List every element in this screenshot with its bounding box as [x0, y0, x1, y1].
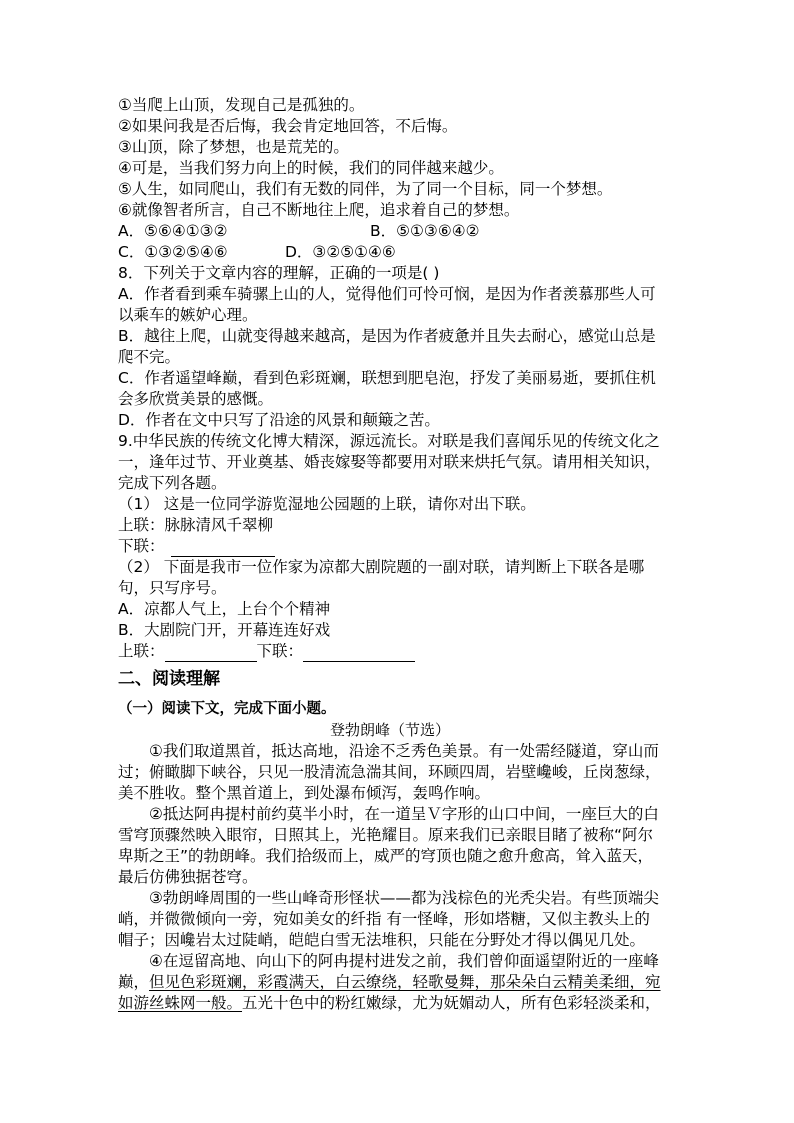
para4-line2	[118, 972, 661, 993]
q8-option-b-line2: 爬不完。	[118, 348, 181, 366]
q9-part2-line2: 句，只写序号。	[118, 579, 227, 597]
para2-line1: ②抵达阿冉提村前约莫半小时，在一道呈Ｖ字形的山口中间，一座巨大的白	[149, 805, 659, 823]
q8-option-a-line1: A．作者看到乘车骑骡上山的人，觉得他们可怜可悯，是因为作者羡慕那些人可	[118, 285, 656, 303]
q8-option-d: D．作者在文中只写了沿途的风景和颠簸之苦。	[118, 411, 440, 429]
para1-line1: ①我们取道黑首，抵达高地，沿途不乏秀色美景。有一处需经隧道，穿山而	[149, 742, 659, 760]
para2-line3: 卑斯之王”的勃朗峰。我们拾级而上，威严的穹顶也随之愈升愈高，耸入蓝天，	[118, 847, 654, 865]
sentence-3: ③山顶，除了梦想，也是荒芜的。	[118, 138, 349, 156]
sentence-2: ②如果问我是否后悔，我会肯定地回答，不后悔。	[118, 117, 458, 135]
para4-underlined-sentence-part2: 如游丝蛛网一般。	[118, 994, 243, 1012]
q8-option-c-line2: 会多欣赏美景的感慨。	[118, 390, 274, 408]
q9-answer-shang-label: 上联：	[118, 642, 165, 660]
subsection-heading: （一）阅读下文，完成下面小题。	[118, 701, 336, 717]
para2-line2: 雪穹顶骤然映入眼帘，日照其上，光艳耀目。原来我们已亲眼目睹了被称“阿尔	[118, 826, 654, 844]
para4-line3	[118, 993, 661, 1014]
para4-line1: ④在逗留高地、向山下的阿冉提村进发之前，我们曾仰面遥望附近的一座峰	[149, 952, 659, 970]
q9-xialian-label: 下联：	[118, 537, 165, 555]
q9-answer-xia-blank[interactable]	[303, 645, 415, 662]
q7-option-d: D．③②⑤①④⑥	[285, 243, 396, 261]
q9-answer-shang-blank[interactable]	[165, 645, 257, 662]
para3-line3: 帽子；因巉岩太过陡峭，皑皑白雪无法堆积，只能在分野处才得以偶见几处。	[118, 931, 646, 949]
para4-underlined-sentence-part1: 但见色彩斑斓，彩霞满天，白云缭绕，轻歌曼舞，那朵朵白云精美柔细，宛	[149, 973, 661, 991]
sentence-5: ⑤人生，如同爬山，我们有无数的同伴，为了同一个目标，同一个梦想。	[118, 180, 613, 198]
q9-part1: （1） 这是一位同学游览湿地公园题的上联，请你对出下联。	[118, 495, 536, 513]
q8-option-a-line2: 以乘车的嫉妒心理。	[118, 306, 258, 324]
para4-line2-start: 巅，	[118, 973, 150, 991]
para4-line3-rest: 五光十色中的粉红嫩绿，尤为妩媚动人，所有色彩轻淡柔和，	[242, 994, 661, 1012]
q9-shanglian: 上联：脉脉清风千翠柳	[118, 516, 274, 534]
q9-xialian-answer-blank[interactable]	[171, 540, 275, 557]
para3-line1: ③勃朗峰周围的一些山峰奇形怪状——都为浅棕色的光秃尖岩。有些顶端尖	[149, 889, 659, 907]
q9-option-b: B．大剧院门开，开幕连连好戏	[118, 621, 331, 639]
q7-option-a: A．⑤⑥④①③②	[118, 222, 228, 240]
sentence-4: ④可是，当我们努力向上的时候，我们的同伴越来越少。	[118, 159, 504, 177]
q9-answer-xia-label: 下联：	[256, 642, 304, 660]
article-title: 登勃朗峰（节选）	[330, 721, 451, 739]
q7-option-b: B．⑤①③⑥④②	[370, 222, 480, 240]
q7-option-c: C．①③②⑤④⑥	[118, 243, 228, 261]
q9-xialian-row	[118, 536, 275, 557]
q8-option-b-line1: B．越往上爬，山就变得越来越高，是因为作者疲惫并且失去耐心，感觉山总是	[118, 327, 656, 345]
sentence-6: ⑥就像智者所言，自己不断地往上爬，追求着自己的梦想。	[118, 201, 520, 219]
para1-line2: 过；俯瞰脚下峡谷，只见一股清流急湍其间，环顾四周，岩壁巉峻，丘岗葱绿，	[118, 763, 661, 781]
q8-stem: 8．下列关于文章内容的理解，正确的一项是( )	[118, 264, 440, 282]
section-heading-reading: 二、阅读理解	[118, 669, 220, 689]
q9-stem-line1: 9.中华民族的传统文化博大精深，源远流长。对联是我们喜闻乐见的传统文化之	[118, 432, 660, 450]
q9-stem-line2: 一，逢年过节、开业奠基、婚丧嫁娶等都要用对联来烘托气氛。请用相关知识，	[118, 453, 661, 471]
para1-line3: 美不胜收。整个黑首道上，到处瀑布倾泻，轰鸣作响。	[118, 784, 491, 802]
q9-answer-row	[118, 641, 415, 662]
q9-part2-line1: （2） 下面是我市一位作家为凉都大剧院题的一副对联，请判断上下联各是哪	[118, 558, 645, 576]
sentence-1: ①当爬上山顶，发现自己是孤独的。	[118, 96, 365, 114]
q8-option-c-line1: C．作者遥望峰巅，看到色彩斑斓，联想到肥皂泡，抒发了美丽易逝，要抓住机	[118, 369, 656, 387]
para2-line4: 最后仿佛独据苍穹。	[118, 868, 258, 886]
q9-stem-line3: 完成下列各题。	[118, 474, 227, 492]
para3-line2: 峭，并微微倾向一旁，宛如美女的纤指 有一怪峰，形如塔糖，又似主教头上的	[118, 910, 650, 928]
q9-option-a: A．凉都人气上，上台个个精神	[118, 600, 331, 618]
